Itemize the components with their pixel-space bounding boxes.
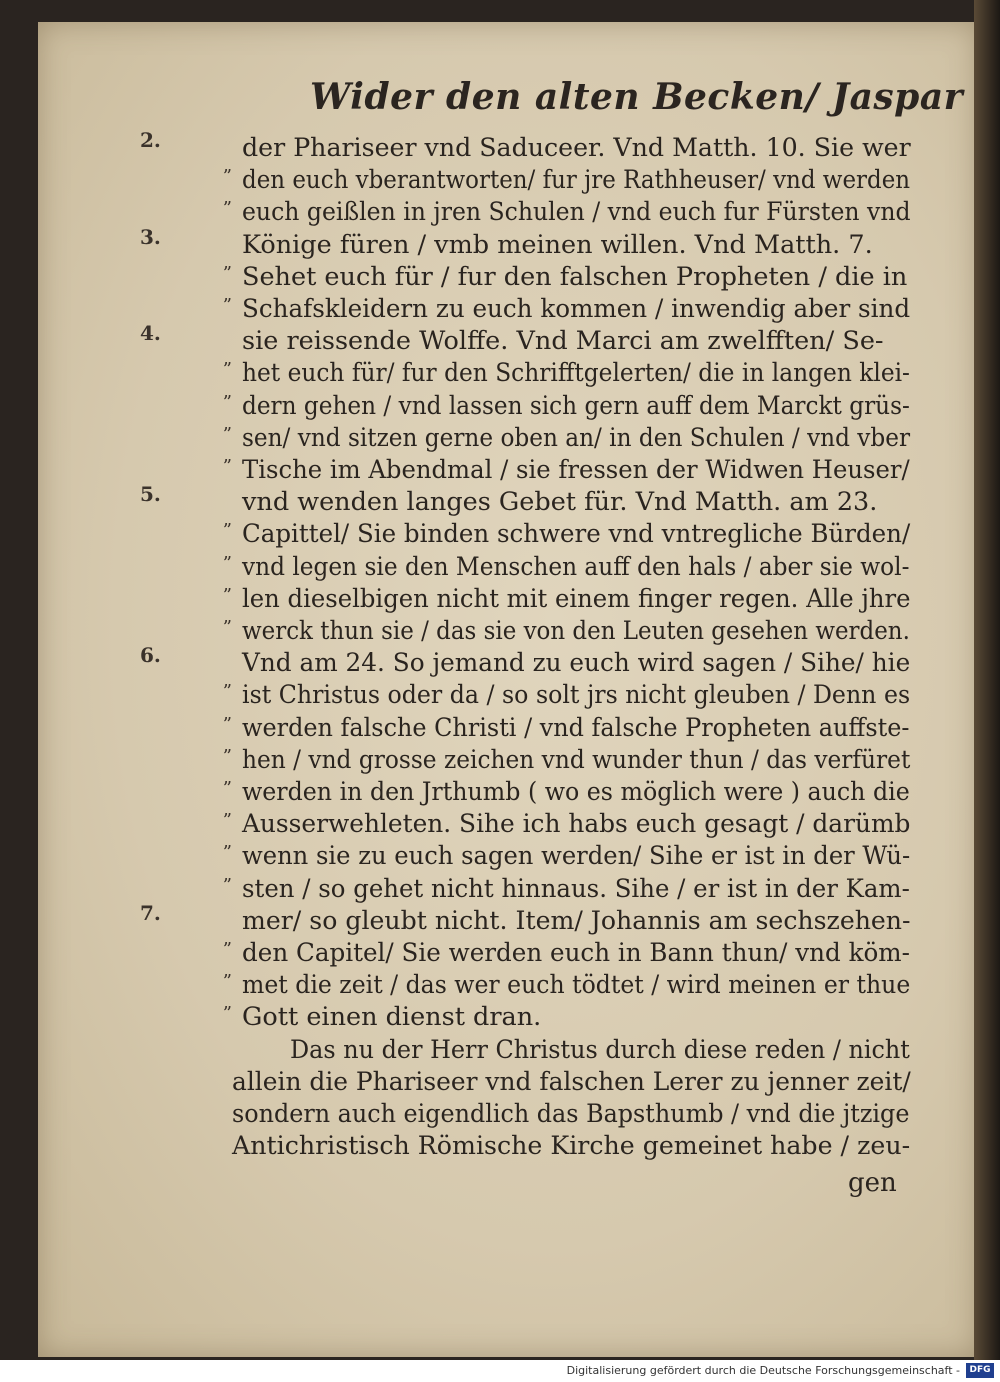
quote-mark: ” [222, 391, 232, 413]
text-line: Tische im Abendmal / sie fressen der Widwen Heuser/ [242, 455, 910, 485]
margin-number: 4. [140, 321, 161, 346]
text-line: het euch für/ fur den Schrifftgelerten/ die in langen klei- [242, 358, 910, 389]
funding-notice: Digitalisierung gefördert durch die Deutsche Forschungsgemeinschaft - [566, 1364, 960, 1377]
text-line: sen/ vnd sitzen gerne oben an/ in den Schulen / vnd vber [242, 422, 911, 453]
text-line: hen / vnd grosse zeichen vnd wunder thun / das verfüret [242, 744, 911, 775]
quote-mark: ” [222, 295, 232, 316]
margin-number: 6. [140, 643, 161, 668]
margin-number: 2. [140, 128, 161, 152]
text-line: der Phariseer vnd Saduceer. Vnd Matth. 10. Sie wer [242, 133, 911, 163]
quote-mark: ” [222, 584, 232, 606]
quote-mark: ” [222, 713, 232, 735]
quote-mark: ” [222, 681, 232, 703]
text-line: vnd wenden langes Gebet für. Vnd Matth. am 23. [242, 487, 878, 518]
text-line: Das nu der Herr Christus durch diese reden / nicht [290, 1034, 910, 1065]
text-line: Gott einen dienst dran. [242, 1002, 542, 1033]
quote-mark: ” [222, 745, 232, 767]
text-line: werden in den Jrthumb ( wo es möglich were ) auch die [242, 777, 910, 807]
text-line: Ausserwehleten. Sihe ich habs euch gesagt / darümb [242, 809, 911, 840]
margin-number: 3. [140, 224, 161, 249]
quote-mark: ” [222, 198, 232, 220]
quote-mark: ” [222, 166, 232, 188]
text-line: den Capitel/ Sie werden euch in Bann thun/ vnd köm- [242, 938, 910, 968]
quote-mark: ” [222, 842, 232, 864]
margin-number: 7. [140, 900, 161, 925]
margin-number: 5. [140, 482, 161, 507]
text-line: sie reissende Wolffe. Vnd Marci am zwelfften/ Se- [242, 326, 884, 357]
text-line: ist Christus oder da / so solt jrs nicht gleuben / Denn es [242, 680, 911, 711]
quote-mark: ” [222, 778, 232, 799]
quote-mark: ” [222, 939, 232, 960]
quote-mark: ” [222, 971, 232, 993]
text-line: Antichristisch Römische Kirche gemeinet habe / zeu- [232, 1131, 911, 1162]
quote-mark: ” [222, 1003, 232, 1025]
text-line: euch geißlen in jren Schulen / vnd euch fur Fürsten vnd [242, 197, 911, 228]
quote-mark: ” [222, 456, 232, 477]
text-line: Sehet euch für / fur den falschen Propheten / die in [242, 261, 908, 292]
catchword: gen [848, 1168, 897, 1198]
page-gutter [974, 0, 1000, 1360]
text-line: allein die Phariseer vnd falschen Lerer zu jenner zeit/ [232, 1066, 911, 1097]
text-line: den euch vberantworten/ fur jre Rathheuser/ vnd werden [242, 165, 911, 196]
quote-mark: ” [222, 810, 232, 832]
quote-mark: ” [222, 552, 232, 574]
quote-mark: ” [222, 262, 232, 284]
text-line: werck thun sie / das sie von den Leuten gesehen werden. [242, 616, 910, 646]
quote-mark: ” [222, 359, 232, 381]
dfg-logo: DFG [966, 1363, 994, 1378]
text-line: Könige füren / vmb meinen willen. Vnd Matth. 7. [242, 229, 873, 260]
quote-mark: ” [222, 874, 232, 896]
text-line: wenn sie zu euch sagen werden/ Sihe er ist in der Wü- [242, 841, 911, 872]
quote-mark: ” [222, 520, 232, 542]
text-line: vnd legen sie den Menschen auff den hals / aber sie wol- [242, 551, 910, 582]
text-line: Vnd am 24. So jemand zu euch wird sagen / Sihe/ hie [242, 648, 911, 679]
footer-bar [0, 1360, 1000, 1382]
text-line: sten / so gehet nicht hinnaus. Sihe / er ist in der Kam- [242, 873, 910, 904]
text-line: werden falsche Christi / vnd falsche Propheten auffste- [242, 712, 910, 743]
quote-mark: ” [222, 617, 232, 638]
text-line: met die zeit / das wer euch tödtet / wird meinen er thue [242, 970, 911, 1001]
quote-mark: ” [222, 423, 232, 445]
text-line: len dieselbigen nicht mit einem finger regen. Alle jhre [242, 583, 911, 614]
text-line: dern gehen / vnd lassen sich gern auff dem Marckt grüs- [242, 390, 910, 421]
text-line: Capittel/ Sie binden schwere vnd vntregliche Bürden/ [242, 519, 911, 550]
text-line: sondern auch eigendlich das Bapsthumb / vnd die jtzige [232, 1099, 910, 1129]
text-line: Schafskleidern zu euch kommen / inwendig aber sind [242, 294, 911, 324]
text-line: mer/ so gleubt nicht. Item/ Johannis am sechszehen- [242, 905, 911, 936]
running-title: Wider den alten Becken/ Jaspar [310, 76, 964, 118]
